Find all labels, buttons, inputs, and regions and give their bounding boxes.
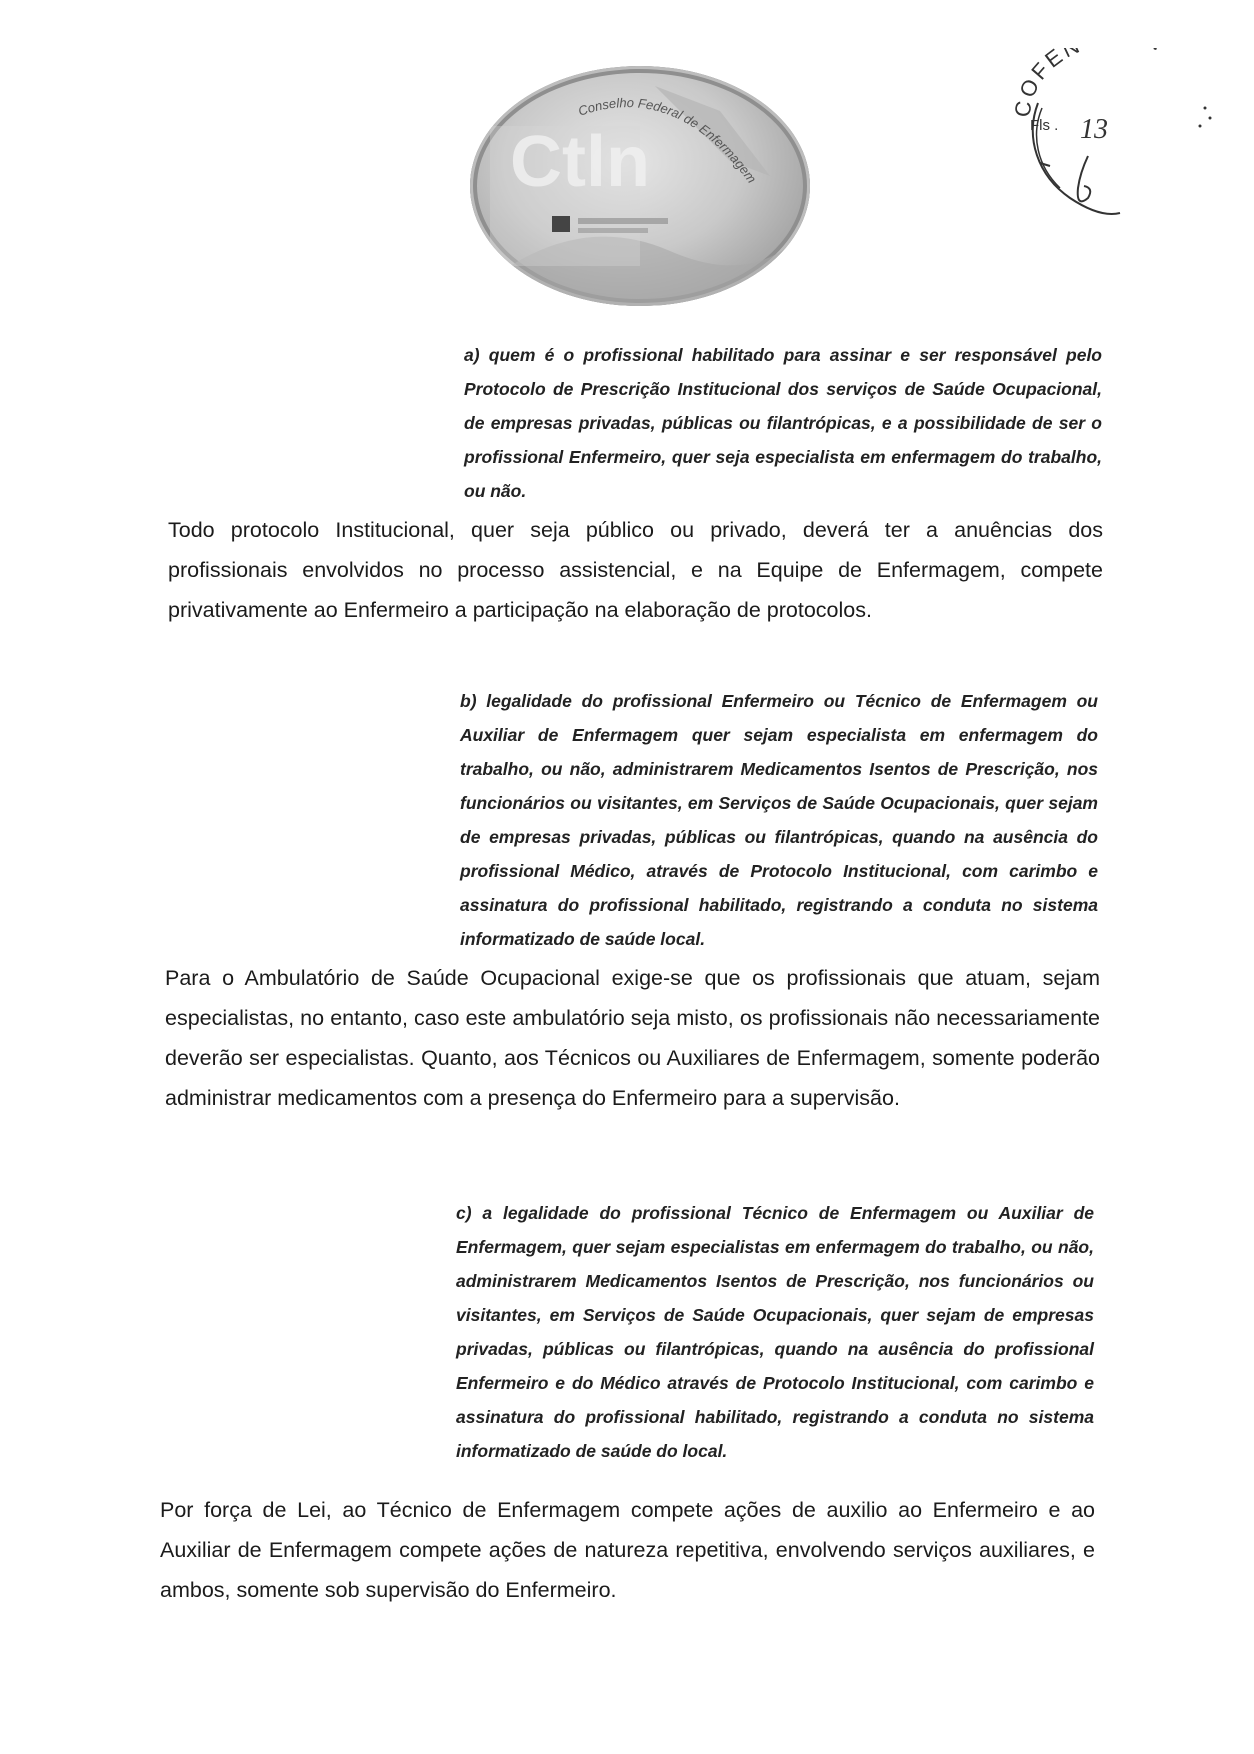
question-a [464,338,1102,508]
svg-text:COFEN CTLN [1010,48,1167,119]
question-a-text: a) quem é o profissional habilitado para assinar e ser responsável pelo Protocolo de Prescrição Institucional dos serviços de Saúde Ocupacional, de empresas privadas, públicas ou filantrópicas, e a possibilidade de ser o profissional Enfermeiro, quer seja especialista em enfermagem do trabalho, ou não. [464,345,1102,501]
answer-c [160,1490,1095,1610]
stamp-fls-number: 13 [1080,114,1108,145]
question-b [460,684,1098,956]
answer-c-text: Por força de Lei, ao Técnico de Enfermagem compete ações de auxilio ao Enfermeiro e ao Auxiliar de Enfermagem compete ações de natureza repetitiva, envolvendo serviços auxiliares, e ambos, somente sob supervisão do Enfermeiro. [160,1498,1095,1602]
stamp-fls-label: Fls . [1030,117,1059,134]
answer-b-text: Para o Ambulatório de Saúde Ocupacional exige-se que os profissionais que atuam, sejam especialistas, no entanto, caso este ambulatório seja misto, os profissionais não necessariamente deverão ser especialistas. Quanto, aos Técnicos ou Auxiliares de Enfermagem, somente poderão administrar medicamentos com a presença do Enfermeiro para a supervisão. [165,966,1100,1110]
question-c-text: c) a legalidade do profissional Técnico de Enfermagem ou Auxiliar de Enfermagem, quer sejam especialistas em enfermagem do trabalho, ou não, administrarem Medicamentos Isentos de Prescrição, nos funcionários ou visitantes, em Serviços de Saúde Ocupacionais, quer sejam de empresas privadas, públicas ou filantrópicas, quando na ausência do profissional Enfermeiro e do Médico através de Protocolo Institucional, com carimbo e assinatura do profissional habilitado, registrando a conduta no sistema informatizado de saúde do local. [456,1203,1094,1461]
logo-acronym: Ctln [510,122,650,202]
stamp-arc-text: COFE [1010,48,1070,119]
question-c [456,1196,1094,1468]
answer-b [165,958,1100,1118]
answer-a [168,510,1103,630]
answer-a-text: Todo protocolo Institucional, quer seja público ou privado, deverá ter a anuências dos profissionais envolvidos no processo assistencial, e na Equipe de Enfermagem, compete privativamente ao Enfermeiro a participação na elaboração de protocolos. [168,518,1103,622]
question-b-text: b) legalidade do profissional Enfermeiro ou Técnico de Enfermagem ou Auxiliar de Enfermagem quer sejam especialista em enfermagem do trabalho, ou não, administrarem Medicamentos Isentos de Prescrição, nos funcionários ou visitantes, em Serviços de Saúde Ocupacionais, quer sejam de empresas privadas, públicas ou filantrópicas, quando na ausência do profissional Médico, através de Protocolo Institucional, com carimbo e assinatura do profissional habilitado, registrando a conduta no sistema informatizado de saúde local. [460,691,1098,949]
stamp-graphic [1010,48,1220,218]
ctln-logo [470,66,810,306]
cofen-stamp [1010,48,1220,218]
logo-graphic [470,66,810,306]
logo-arc-text: Conselho Federal de Enfermagem [576,95,760,186]
